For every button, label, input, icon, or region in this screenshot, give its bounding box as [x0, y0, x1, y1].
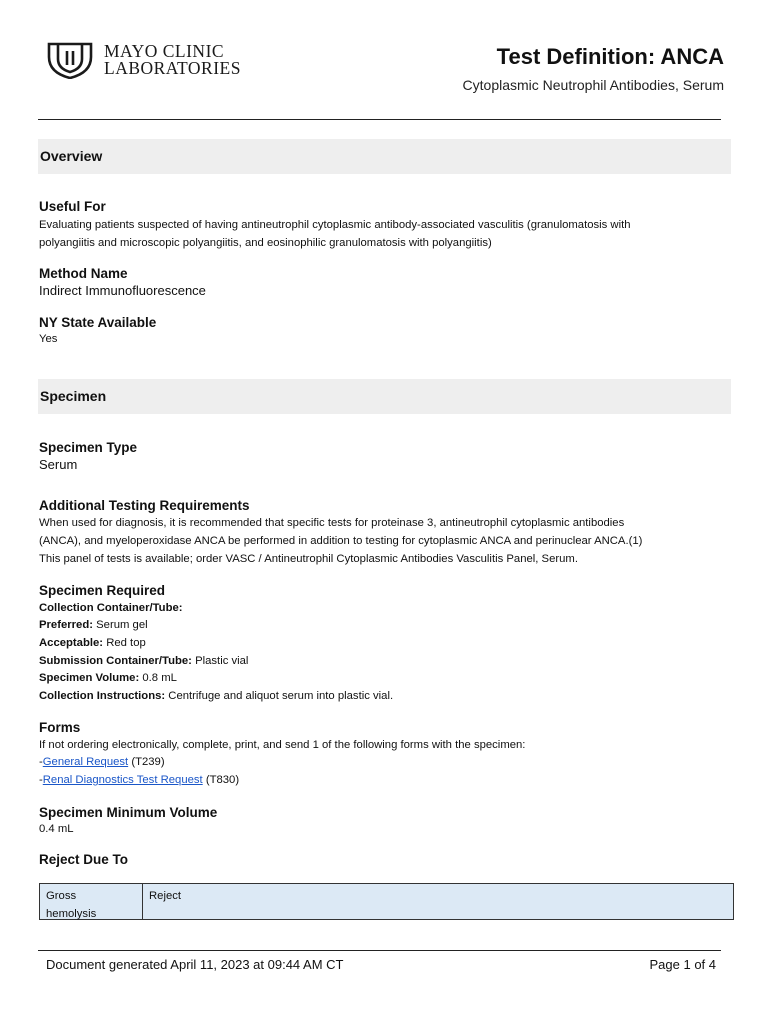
form-renal-diagnostics-row: [39, 771, 239, 789]
preferred-row: [39, 616, 148, 634]
acceptable-label: Acceptable:: [39, 637, 104, 649]
specimen-section-title: Specimen: [40, 388, 107, 404]
preferred-label: Preferred:: [39, 619, 93, 631]
useful-for-line-1: Evaluating patients suspected of having antineutrophil cytoplasmic antibody-associated vasculitis (granulomatosis with: [39, 219, 631, 231]
acceptable-value: Red top: [106, 637, 146, 649]
general-request-code: (T239): [131, 756, 165, 768]
logo-line-2: LABORATORIES: [104, 58, 241, 78]
reject-condition-cell: [40, 884, 143, 919]
document-generated-text: Document generated April 11, 2023 at 09:44 AM CT: [46, 957, 344, 972]
logo-line-1: MAYO CLINIC: [104, 41, 225, 61]
footer-divider: [38, 950, 721, 951]
renal-diagnostics-code: (T830): [205, 774, 240, 786]
method-name-value: Indirect Immunofluorescence: [39, 283, 206, 298]
form-prefix: -: [39, 756, 43, 768]
forms-heading: Forms: [39, 720, 81, 735]
mayo-clinic-logo: [46, 41, 241, 79]
specimen-volume-row: [39, 669, 177, 687]
submission-container-value: Plastic vial: [195, 655, 249, 667]
specimen-required-heading: Specimen Required: [39, 583, 166, 598]
useful-for-line-2: polyangiitis and microscopic polyangiitis, and eosinophilic granulomatosis with polyangiitis): [39, 237, 492, 249]
acceptable-row: [39, 634, 146, 652]
preferred-value: Serum gel: [96, 619, 148, 631]
form-prefix: -: [39, 774, 43, 786]
forms-intro: If not ordering electronically, complete, print, and send 1 of the following forms with the specimen:: [39, 739, 526, 751]
collection-container-label: Collection Container/Tube:: [39, 602, 183, 614]
additional-testing-heading: Additional Testing Requirements: [39, 498, 250, 513]
reject-condition-line-1: Gross: [46, 890, 77, 902]
collection-instructions-row: [39, 687, 393, 705]
specimen-minimum-volume-heading: Specimen Minimum Volume: [39, 805, 218, 820]
general-request-link[interactable]: General Request: [42, 756, 129, 768]
reject-action-cell: Reject: [149, 890, 182, 902]
additional-testing-line-2: (ANCA), and myeloperoxidase ANCA be performed in addition to testing for cytoplasmic ANCA and perinuclear ANCA.(1): [39, 535, 643, 547]
page-number: Page 1 of 4: [649, 957, 716, 972]
ny-state-value: Yes: [39, 333, 58, 345]
specimen-minimum-volume-value: 0.4 mL: [39, 823, 74, 835]
overview-section-title: Overview: [40, 148, 103, 164]
renal-diagnostics-request-link[interactable]: Renal Diagnostics Test Request: [42, 774, 203, 786]
specimen-volume-label: Specimen Volume:: [39, 672, 140, 684]
form-general-request-row: [39, 753, 165, 771]
document-subtitle: Cytoplasmic Neutrophil Antibodies, Serum: [462, 77, 724, 93]
header-divider: [38, 119, 721, 120]
method-name-heading: Method Name: [39, 266, 128, 281]
additional-testing-line-3: This panel of tests is available; order VASC / Antineutrophil Cytoplasmic Antibodies Vasculitis Panel, Serum.: [39, 553, 578, 565]
ny-state-heading: NY State Available: [39, 315, 157, 330]
submission-container-row: [39, 652, 248, 670]
document-title: Test Definition: ANCA: [496, 44, 724, 69]
additional-testing-line-1: When used for diagnosis, it is recommended that specific tests for proteinase 3, antineutrophil cytoplasmic antibodies: [39, 517, 625, 529]
collection-container-row: [39, 599, 183, 617]
specimen-volume-value: 0.8 mL: [142, 672, 177, 684]
overview-section-header: [38, 139, 731, 174]
mayo-shield-icon: [46, 41, 94, 79]
specimen-type-value: Serum: [39, 457, 78, 472]
reject-table-row: [39, 883, 734, 920]
collection-instructions-value: Centrifuge and aliquot serum into plastic vial.: [168, 690, 394, 702]
specimen-section-header: [38, 379, 731, 414]
useful-for-heading: Useful For: [39, 199, 106, 214]
submission-container-label: Submission Container/Tube:: [39, 655, 192, 667]
reject-due-to-heading: Reject Due To: [39, 852, 129, 867]
reject-condition-line-2: hemolysis: [46, 908, 97, 920]
collection-instructions-label: Collection Instructions:: [39, 690, 166, 702]
specimen-type-heading: Specimen Type: [39, 440, 138, 455]
